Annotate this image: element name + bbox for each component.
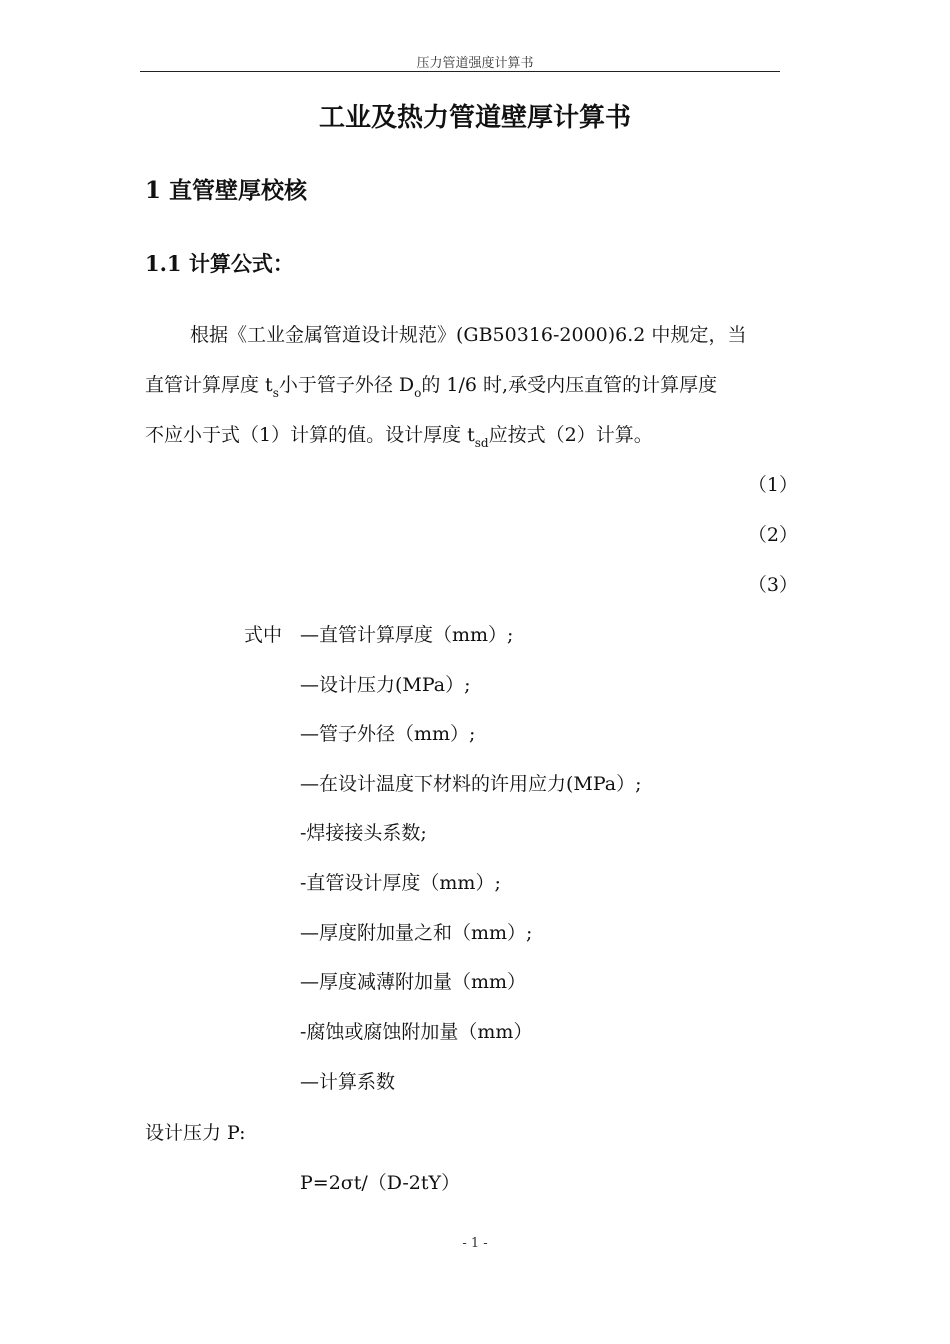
definition-item: —直管计算厚度（mm）; [300,624,514,646]
definitions-intro: 式中 [244,624,283,646]
definition-item: —厚度附加量之和（mm）; [300,922,533,944]
paragraph-text: 的 1/6 时,承受内压直管的计算厚度 [421,374,718,396]
definition-item: —计算系数 [300,1071,396,1093]
paragraph-line-3 [145,420,653,450]
pressure-label: 设计压力 P: [145,1122,246,1144]
subscript: o [414,386,422,400]
header-divider [140,71,780,72]
definition-item: -腐蚀或腐蚀附加量（mm） [300,1021,533,1043]
paragraph-line-2 [145,370,717,400]
page-header: 压力管道强度计算书 [416,56,534,71]
equation-number-3: （3） [747,574,798,596]
paragraph-text: 直管计算厚度 t [145,374,273,396]
page-number: - 1 - [462,1236,488,1251]
definition-item: —管子外径（mm）; [300,723,476,745]
subscript: sd [474,436,489,450]
pressure-formula: P=2σt/（D-2tY） [300,1172,461,1194]
definition-item: -直管设计厚度（mm）; [300,872,501,894]
definition-item: —厚度减薄附加量（mm） [300,971,527,993]
subsection-heading: 1.1 计算公式： [145,251,294,276]
definition-item: -焊接接头系数; [300,822,427,844]
document-title: 工业及热力管道壁厚计算书 [318,103,631,133]
equation-number-2: （2） [747,524,798,546]
definition-item: —设计压力(MPa）; [300,674,471,696]
equation-number-1: （1） [747,474,798,496]
paragraph-text: 应按式（2）计算。 [488,424,653,446]
paragraph-text: 小于管子外径 D [278,374,415,396]
subscript: s [272,386,279,400]
paragraph-text: 不应小于式（1）计算的值。设计厚度 t [145,424,475,446]
section-heading: 1 直管壁厚校核 [145,177,308,204]
paragraph-line-1: 根据《工业金属管道设计规范》(GB50316-2000)6.2 中规定，当 [190,324,747,346]
definition-item: —在设计温度下材料的许用应力(MPa）; [300,773,642,795]
